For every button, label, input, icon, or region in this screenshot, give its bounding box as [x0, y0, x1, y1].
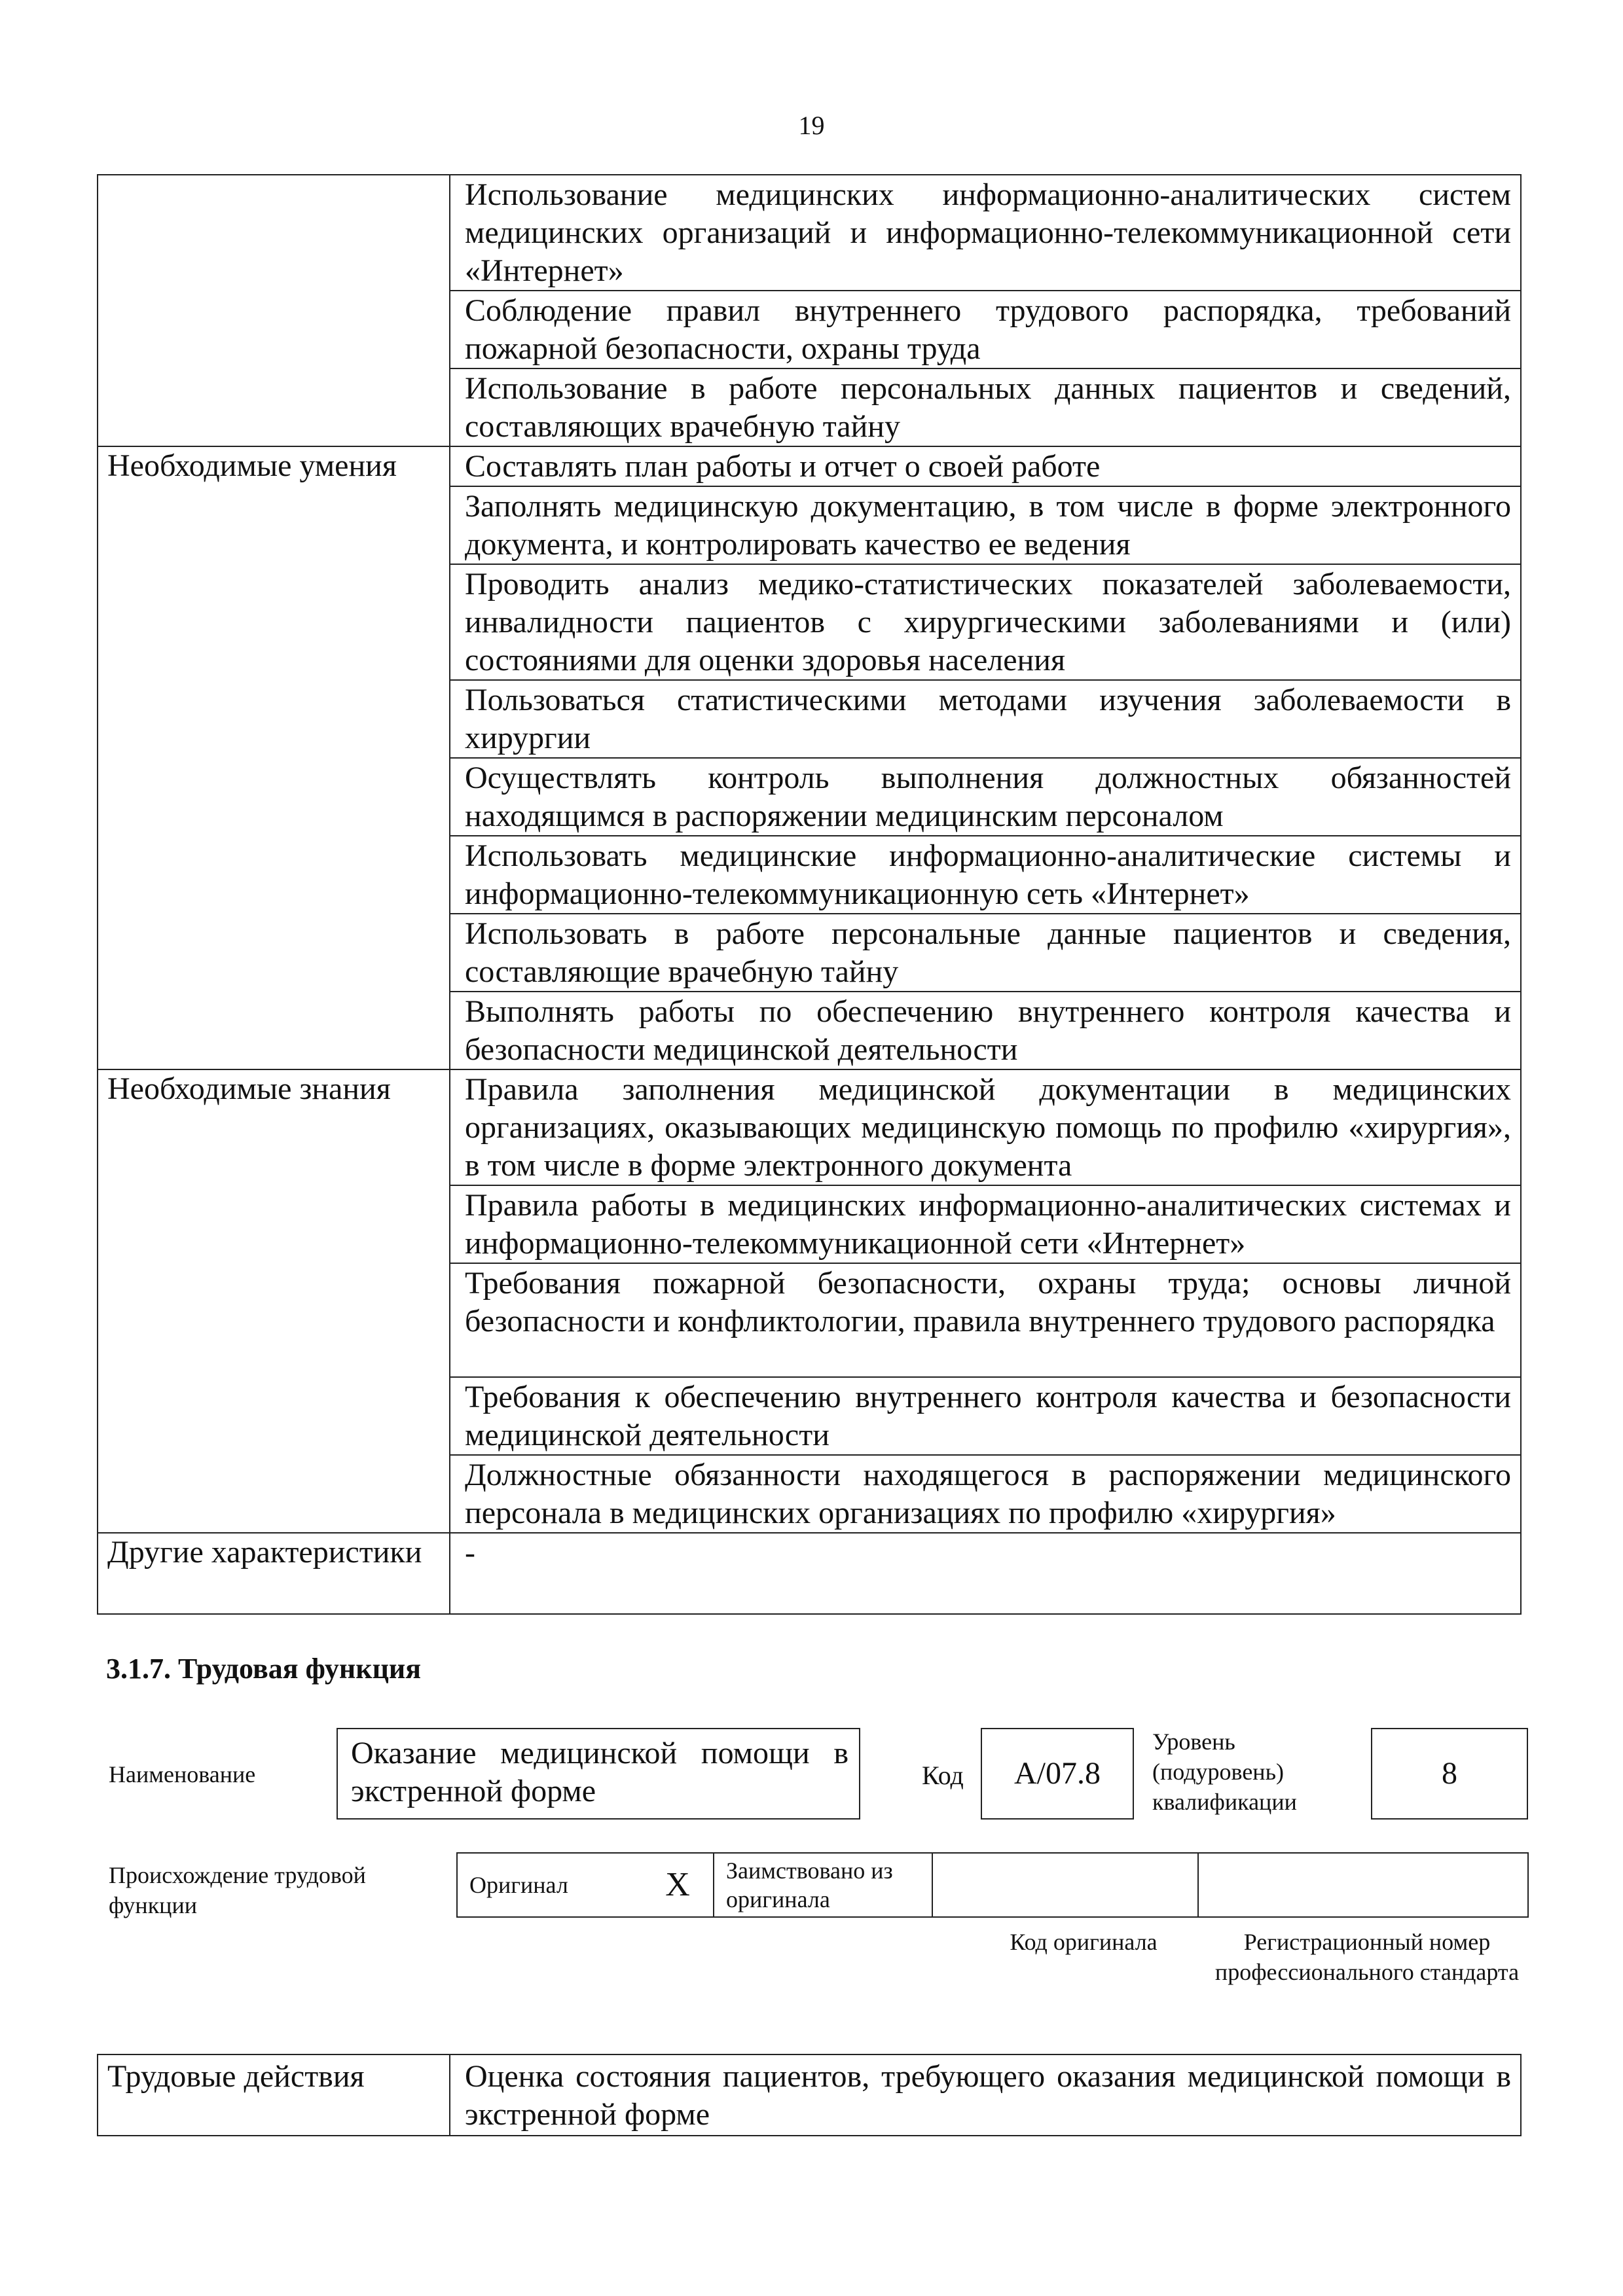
row-label: Необходимые знания	[98, 1069, 450, 1533]
row-text: Должностные обязанности находящегося в распоряжении медицинского персонала в медицинских организациях по профилю «хирургия»	[450, 1455, 1521, 1533]
page-number: 19	[798, 111, 825, 140]
table-row	[98, 1069, 1521, 1185]
row-text: Соблюдение правил внутреннего трудового распорядка, требований пожарной безопасности, охраны труда	[450, 291, 1521, 368]
borrowed-label: Заимствовано из оригинала	[714, 1853, 932, 1917]
section-title: 3.1.7. Трудовая функция	[106, 1653, 422, 1685]
registration-number-cell	[1198, 1853, 1528, 1917]
row-text: Правила работы в медицинских информационно-аналитических системах и информационно-телекоммуникационной сети «Интернет»	[450, 1185, 1521, 1263]
row-text: Использование в работе персональных данных пациентов и сведений, составляющих врачебную тайну	[450, 368, 1521, 446]
reg-caption: Регистрационный номер профессионального стандарта	[1214, 1929, 1520, 1985]
row-label: Необходимые умения	[98, 446, 450, 1069]
row-text: Требования пожарной безопасности, охраны труда; основы личной безопасности и конфликтологии, правила внутреннего трудового распорядка	[450, 1263, 1521, 1377]
row-text: Использовать медицинские информационно-аналитические системы и информационно-телекоммуникационную сеть «Интернет»	[450, 836, 1521, 914]
row-text: Осуществлять контроль выполнения должностных обязанностей находящимся в распоряжении медицинским персоналом	[450, 758, 1521, 836]
actions-table	[97, 2054, 1522, 2136]
row-text: Заполнять медицинскую документацию, в том числе в форме электронного документа, и контролировать качество ее ведения	[450, 486, 1521, 564]
table-row	[98, 175, 1521, 291]
row-text: Требования к обеспечению внутреннего контроля качества и безопасности медицинской деятельности	[450, 1377, 1521, 1455]
row-text: Пользоваться статистическими методами изучения заболеваемости в хирургии	[450, 680, 1521, 758]
name-value: Оказание медицинской помощи в экстренной форме	[351, 1736, 848, 1808]
actions-label: Трудовые действия	[98, 2054, 450, 2136]
name-label: Наименование	[109, 1761, 256, 1787]
row-text: Использование медицинских информационно-аналитических систем медицинских организаций и информационно-телекоммуникационной сети «Интернет»	[450, 175, 1521, 291]
competency-table	[97, 174, 1522, 1615]
original-label: Оригинал	[457, 1853, 642, 1917]
level-label: Уровень (подуровень) квалификации	[1152, 1729, 1297, 1815]
row-text: Выполнять работы по обеспечению внутреннего контроля качества и безопасности медицинской деятельности	[450, 992, 1521, 1069]
actions-text: Оценка состояния пациентов, требующего оказания медицинской помощи в экстренной форме	[450, 2054, 1521, 2136]
code-caption: Код оригинала	[1010, 1929, 1158, 1955]
row-text: -	[450, 1533, 1521, 1614]
original-code-cell	[932, 1853, 1198, 1917]
code-value: A/07.8	[1014, 1756, 1101, 1791]
origin-table	[456, 1852, 1529, 1918]
original-mark: X	[642, 1853, 714, 1917]
name-box	[337, 1728, 860, 1820]
origin-label: Происхождение трудовой функции	[109, 1862, 366, 1918]
code-label: Код	[922, 1761, 964, 1790]
row-text: Правила заполнения медицинской документации в медицинских организациях, оказывающих медицинскую помощь по профилю «хирургия», в том числе в форме электронного документа	[450, 1069, 1521, 1185]
table-row	[98, 446, 1521, 486]
code-box	[981, 1728, 1134, 1820]
row-text: Составлять план работы и отчет о своей работе	[450, 446, 1521, 486]
table-row	[98, 1533, 1521, 1614]
row-label: Другие характеристики	[98, 1533, 450, 1614]
row-label	[98, 175, 450, 446]
level-box	[1371, 1728, 1528, 1820]
row-text: Проводить анализ медико-статистических показателей заболеваемости, инвалидности пациентов с хирургическими заболеваниями и (или) состояниями для оценки здоровья населения	[450, 564, 1521, 680]
row-text: Использовать в работе персональные данные пациентов и сведения, составляющие врачебную тайну	[450, 914, 1521, 992]
level-value: 8	[1442, 1756, 1457, 1791]
